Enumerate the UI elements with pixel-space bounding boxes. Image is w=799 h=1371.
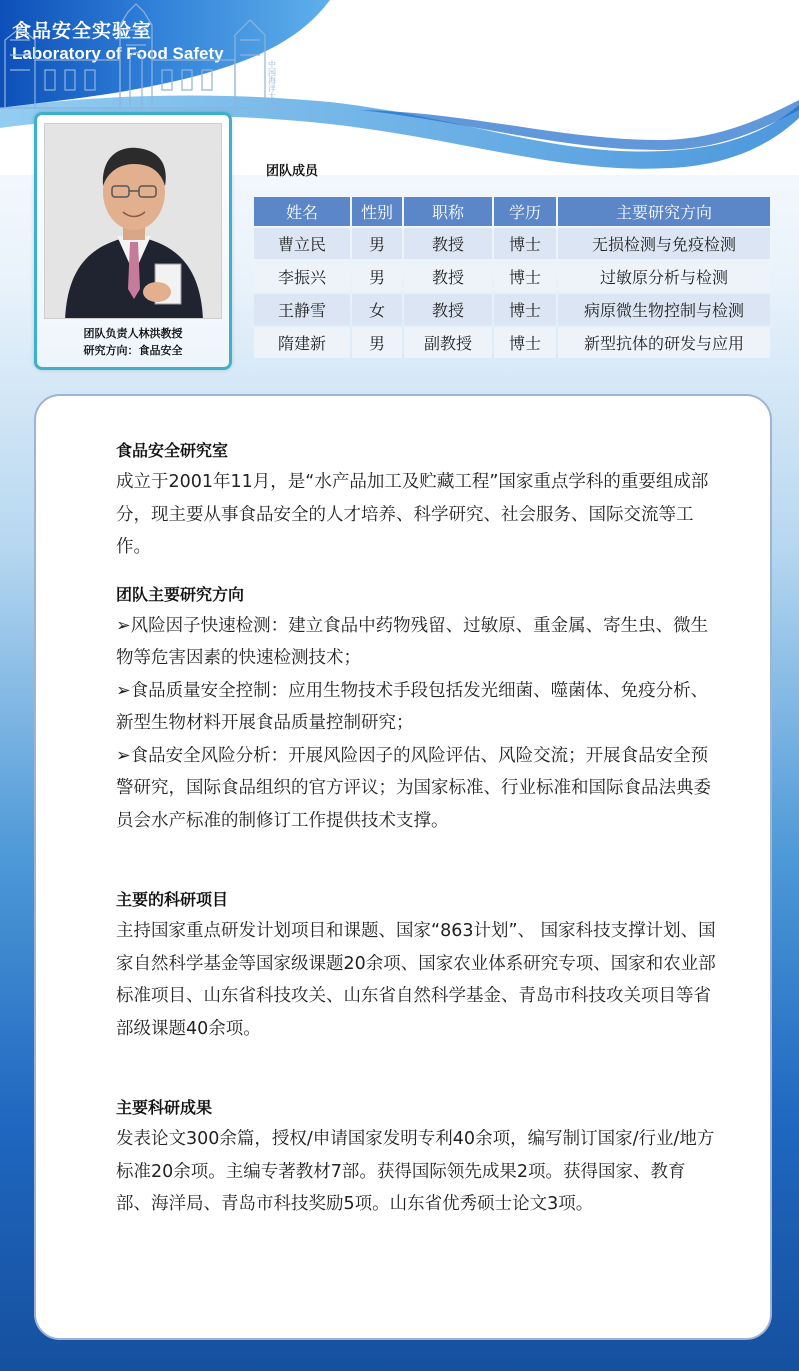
team-leader-card: [34, 112, 232, 370]
table-row: [254, 261, 770, 292]
member-research: 病原微生物控制与检测: [558, 294, 770, 325]
member-gender: 男: [352, 327, 402, 358]
direction-item: ➢风险因子快速检测：建立食品中药物残留、过敏原、重金属、寄生虫、微生物等危害因素的快速检测技术；: [116, 615, 709, 668]
content-panel: [34, 394, 772, 1340]
direction-item: ➢食品质量安全控制：应用生物技术手段包括发光细菌、噬菌体、免疫分析、新型生物材料开展食品质量控制研究；: [116, 680, 709, 733]
team-members-table: [252, 195, 772, 360]
page-subtitle: Laboratory of Food Safety: [12, 44, 224, 63]
member-title: 教授: [404, 261, 492, 292]
member-research: 过敏原分析与检测: [558, 261, 770, 292]
column-header-research: 主要研究方向: [558, 197, 770, 226]
member-gender: 男: [352, 261, 402, 292]
directions-section-title: 团队主要研究方向: [116, 584, 245, 604]
team-members-heading: 团队成员: [266, 164, 319, 179]
member-degree: 博士: [494, 294, 556, 325]
column-header-name: 姓名: [254, 197, 350, 226]
projects-section-text: 主持国家重点研发计划项目和课题、国家“863计划”、 国家科技支撑计划、国家自然科学基金等国家级课题20余项、国家农业体系研究专项、国家和农业部标准项目、山东省科技攻关、山东省自然科学基金、青岛市科技攻关项目等省部级课题40余项。: [116, 921, 716, 1039]
member-degree: 博士: [494, 327, 556, 358]
achievements-section-title: 主要科研成果: [116, 1098, 213, 1117]
member-gender: 男: [352, 228, 402, 259]
projects-section-title: 主要的科研项目: [116, 890, 229, 909]
table-row: [254, 228, 770, 259]
column-header-title: 职称: [404, 197, 492, 226]
leader-research-caption: 研究方向：食品安全: [83, 344, 183, 357]
svg-text:中国海洋大学: 中国海洋大学: [267, 60, 277, 108]
table-row: [254, 294, 770, 325]
content-body: [116, 436, 716, 1221]
direction-item: ➢食品安全风险分析：开展风险因子的风险评估、风险交流；开展食品安全预警研究，国际食品组织的官方评议；为国家标准、行业标准和国际食品法典委员会水产标准的制修订工作提供技术支撑。: [116, 745, 711, 831]
university-building-illustration: [0, 0, 285, 110]
member-name: 曹立民: [254, 228, 350, 259]
lab-section-text: 成立于2001年11月，是“水产品加工及贮藏工程”国家重点学科的重要组成部分，现主要从事食品安全的人才培养、科学研究、社会服务、国际交流等工作。: [116, 472, 709, 557]
member-title: 副教授: [404, 327, 492, 358]
member-degree: 博士: [494, 228, 556, 259]
column-header-gender: 性别: [352, 197, 402, 226]
leader-portrait-photo: [44, 123, 222, 319]
column-header-degree: 学历: [494, 197, 556, 226]
member-title: 教授: [404, 294, 492, 325]
member-title: 教授: [404, 228, 492, 259]
achievements-section-text: 发表论文300余篇，授权/申请国家发明专利40余项，编写制订国家/行业/地方标准20余项。主编专著教材7部。获得国际领先成果2项。获得国家、教育部、海洋局、青岛市科技奖励5项。山东省优秀硕士论文3项。: [116, 1129, 715, 1214]
member-degree: 博士: [494, 261, 556, 292]
lab-section-title: 食品安全研究室: [116, 441, 229, 460]
member-research: 新型抗体的研发与应用: [558, 327, 770, 358]
member-name: 李振兴: [254, 261, 350, 292]
leader-caption: [37, 325, 229, 359]
member-name: 隋建新: [254, 327, 350, 358]
page-title: 食品安全实验室: [12, 20, 153, 42]
member-gender: 女: [352, 294, 402, 325]
leader-name-caption: 团队负责人林洪教授: [83, 327, 183, 340]
member-name: 王静雪: [254, 294, 350, 325]
table-row: [254, 327, 770, 358]
member-research: 无损检测与免疫检测: [558, 228, 770, 259]
table-header-row: [254, 197, 770, 226]
